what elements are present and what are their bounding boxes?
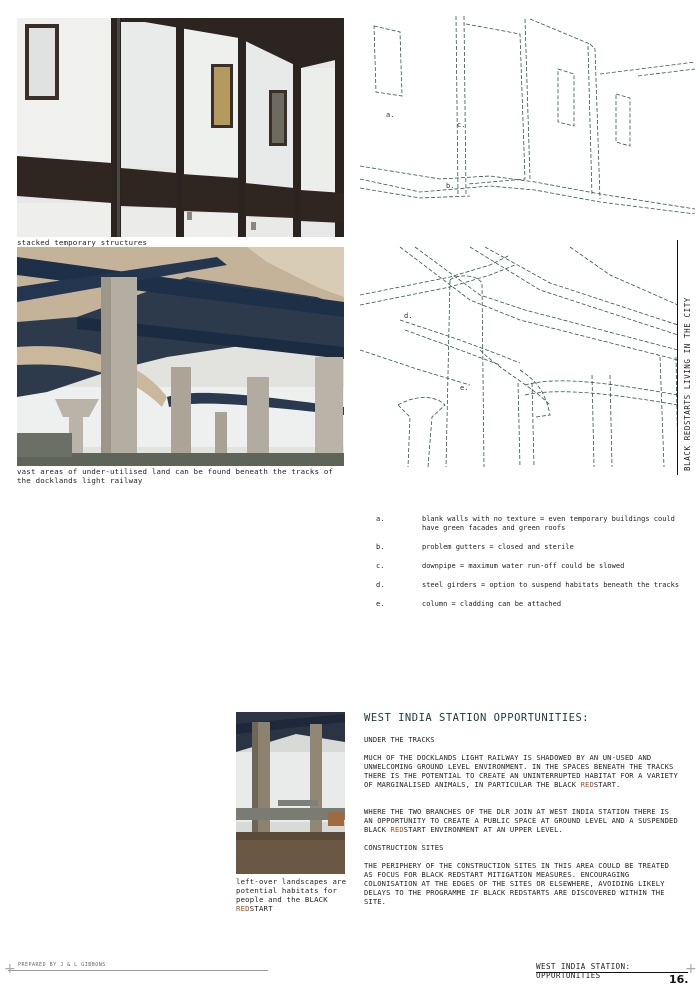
corner-mark-icon: + [4, 961, 16, 977]
sketch-railway-outline [360, 245, 678, 467]
legend-item [376, 581, 681, 590]
photo-stacked-structures [17, 18, 344, 237]
p1-text: MUCH OF THE DOCKLANDS LIGHT RAILWAY IS SHADOWED BY AN UN-USED AND UNWELCOMING GROUND LEVEL ENVIRONMENT. IN THE SPACES BENEATH THE TRACKS THERE IS THE POTENTIAL TO CREATE AN UNINTERRUPTED HABITAT FOR A VARIETY OF MARGINALISED ANIMALS, IN PARTICULAR THE BLACK [364, 753, 678, 789]
article-paragraph-2 [364, 807, 682, 834]
legend-letter: c. [376, 562, 385, 570]
legend-text: downpipe = maximum water run-off could be slowed [422, 562, 625, 570]
sketch-label-c: c. [457, 121, 466, 129]
legend-letter: a. [376, 515, 385, 523]
legend-letter: b. [376, 543, 385, 551]
footer-rule-left [8, 970, 268, 971]
corner-mark-icon: + [685, 961, 697, 977]
article-paragraph-1 [364, 753, 682, 789]
sketch-label-e: e. [460, 384, 469, 392]
p1-red: RED [580, 780, 594, 789]
sketch-building-outline [360, 14, 695, 214]
legend-item [376, 515, 681, 533]
legend-item [376, 600, 681, 609]
caption-left-over-landscape [236, 877, 351, 913]
article-paragraph-3: THE PERIPHERY OF THE CONSTRUCTION SITES IN THIS AREA COULD BE TREATED AS FOCUS FOR BLACK REDSTART MITIGATION MEASURES. ENCOURAGING COLONISATION AT THE EDGES OF THE SITES OR ELSEWHERE, AVOIDING LIKELY DELAYS TO THE PROGRAMME IF BLACK REDSTARTS ARE DISCOVERED WITHIN THE SITE. [364, 861, 670, 906]
photo-under-tracks [17, 247, 344, 466]
sketch-label-b: b. [446, 182, 455, 190]
caption-text: left-over landscapes are potential habitats for people and the BLACK [236, 877, 347, 904]
legend-text: blank walls with no texture = even temporary buildings could have green facades and green roofs [422, 515, 675, 532]
photo-left-over-landscape [236, 712, 345, 874]
sketch-label-d: d. [404, 312, 413, 320]
legend-item [376, 543, 681, 552]
p2-text: WHERE THE TWO BRANCHES OF THE DLR JOIN AT WEST INDIA STATION THERE IS AN OPPORTUNITY TO CREATE A PUBLIC SPACE AT GROUND LEVEL AND A SUSPENDED BLACK [364, 807, 678, 834]
legend-letter: d. [376, 581, 385, 589]
legend-text: steel girders = option to suspend habitats beneath the tracks [422, 581, 680, 589]
sketch-label-a: a. [386, 111, 395, 119]
caption-under-tracks: vast areas of under-utilised land can be found beneath the tracks of the docklands light railway [17, 467, 334, 485]
caption-red-text: RED [236, 904, 250, 913]
article-title: WEST INDIA STATION OPPORTUNITIES: [364, 712, 590, 724]
legend-letter: e. [376, 600, 385, 608]
article-heading-construction: CONSTRUCTION SITES [364, 843, 444, 852]
caption-stacked-structures: stacked temporary structures [17, 238, 148, 247]
legend-text: problem gutters = closed and sterile [422, 543, 574, 551]
footer-prepared-by: PREPARED BY J & L GIBBONS [18, 962, 106, 968]
article-heading-under-tracks: UNDER THE TRACKS [364, 735, 435, 744]
legend-text: column = cladding can be attached [422, 600, 562, 608]
legend-item [376, 562, 681, 571]
p2-red: RED [390, 825, 404, 834]
vertical-title-bar [677, 240, 696, 475]
legend-list [376, 515, 681, 619]
footer-section-title: WEST INDIA STATION: OPPORTUNITIES [536, 962, 631, 980]
p2-end: START ENVIRONMENT AT AN UPPER LEVEL. [403, 825, 563, 834]
page-number: 16. [669, 973, 689, 986]
vertical-title: BLACK REDSTARTS LIVING IN THE CITY [683, 297, 692, 471]
caption-text-end: START [249, 904, 273, 913]
p1-end: START. [593, 780, 621, 789]
